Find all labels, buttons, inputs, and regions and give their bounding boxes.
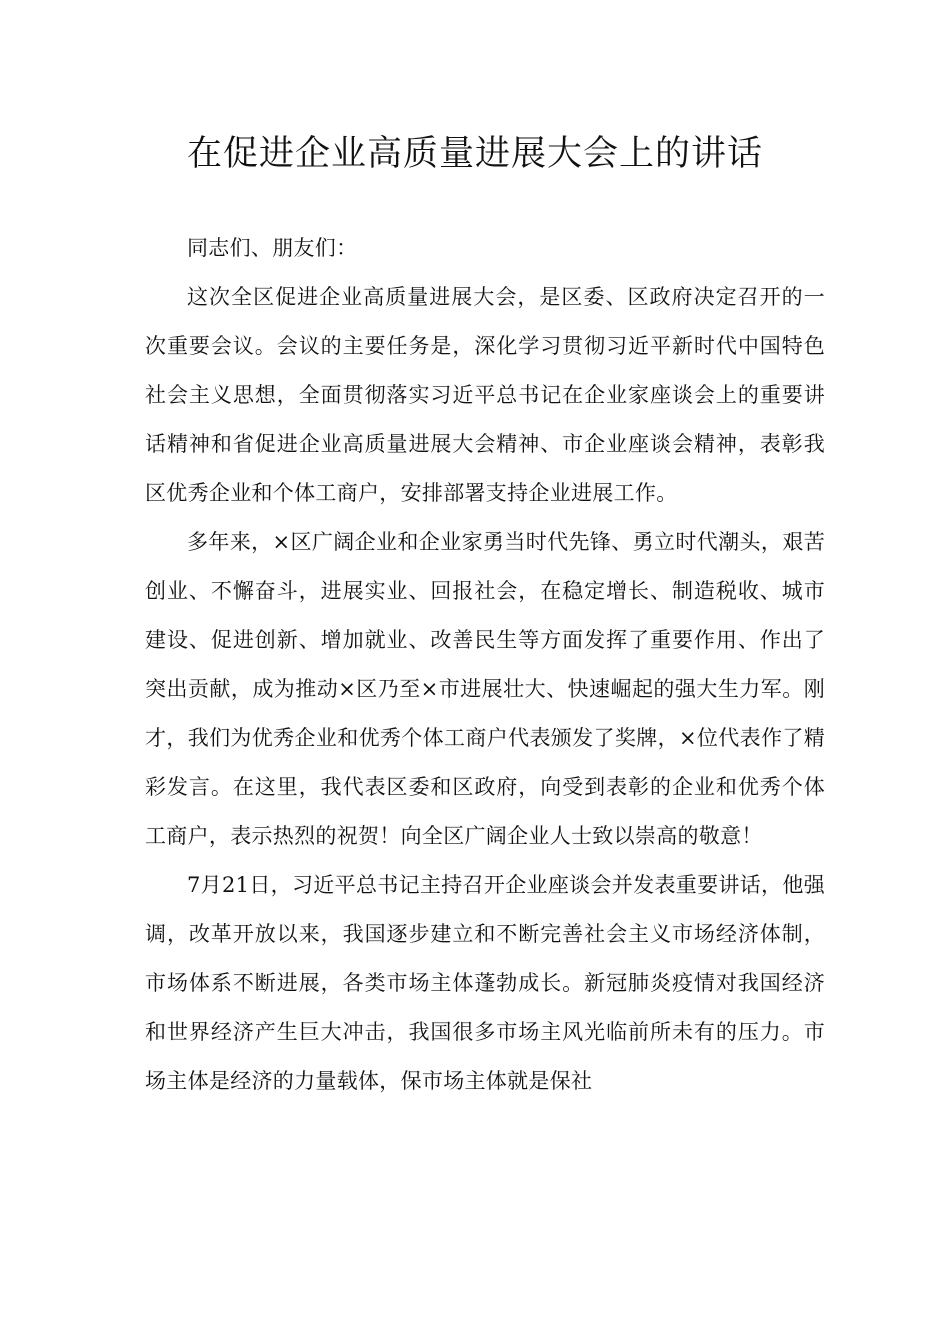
- body-paragraph: 多年来，×区广阔企业和企业家勇当时代先锋、勇立时代潮头，艰苦创业、不懈奋斗，进展实业、回报社会，在稳定增长、制造税收、城市建设、促进创新、增加就业、改善民生等方面发挥了重要作用、作出了突出贡献，成为推动×区乃至×市进展壮大、快速崛起的强大生力军。刚才，我们为优秀企业和优秀个体工商户代表颁发了奖牌，×位代表作了精彩发言。在这里，我代表区委和区政府，向受到表彰的企业和优秀个体工商户，表示热烈的祝贺！向全区广阔企业人士致以崇高的敬意！: [145, 530, 825, 848]
- document-title: 在促进企业高质量进展大会上的讲话: [186, 134, 763, 174]
- salutation-paragraph: 同志们、朋友们：: [187, 236, 358, 260]
- body-paragraph: 这次全区促进企业高质量进展大会，是区委、区政府决定召开的一次重要会议。会议的主要任务是，深化学习贯彻习近平新时代中国特色社会主义思想，全面贯彻落实习近平总书记在企业家座谈会上的重要讲话精神和省促进企业高质量进展大会精神、市企业座谈会精神，表彰我区优秀企业和个体工商户，安排部署支持企业进展工作。: [145, 285, 825, 505]
- document-body: [145, 224, 825, 1106]
- body-paragraph: 7月21日，习近平总书记主持召开企业座谈会并发表重要讲话，他强调，改革开放以来，我国逐步建立和不断完善社会主义市场经济体制，市场体系不断进展，各类市场主体蓬勃成长。新冠肺炎疫情对我国经济和世界经济产生巨大冲击，我国很多市场主风光临前所未有的压力。市场主体是经济的力量载体，保市场主体就是保社: [145, 873, 825, 1093]
